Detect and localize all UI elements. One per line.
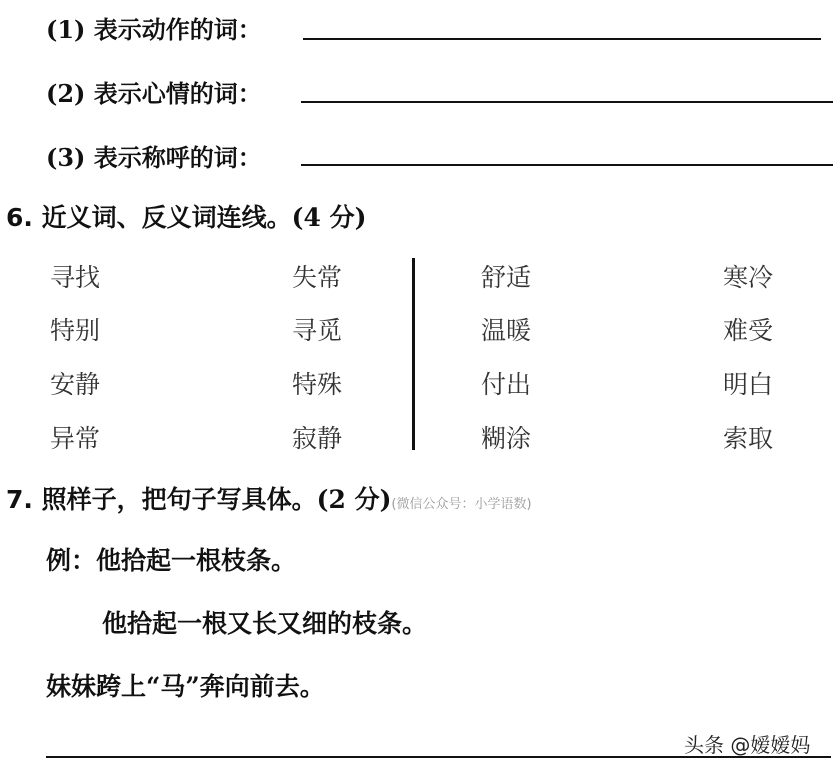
question-7-title: 照样子，把句子写具体。 — [41, 485, 317, 514]
word-left-col1-1[interactable]: 寻找 — [50, 263, 101, 292]
word-right-col1-4[interactable]: 糊涂 — [481, 424, 532, 453]
word-left-col1-4[interactable]: 异常 — [50, 424, 101, 453]
question-6-number: 6 — [6, 203, 24, 232]
word-right-col2-3[interactable]: 明白 — [723, 370, 774, 399]
word-right-col2-2[interactable]: 难受 — [723, 316, 774, 345]
question-6-score: (4 分) — [291, 203, 367, 232]
example-expanded: 他拾起一根又长又细的枝条。 — [102, 609, 428, 638]
subquestion-2-text: 表示心情的词： — [93, 79, 262, 108]
subquestion-1-number: (1) — [46, 15, 86, 44]
question-7-dot: . — [23, 485, 33, 514]
word-left-col1-2[interactable]: 特别 — [50, 316, 101, 345]
task-sentence: 妹妹跨上“马”奔向前去。 — [46, 672, 325, 701]
attribution-stamp: 头条 @嫒嫒妈 — [684, 733, 811, 757]
question-6-dot: . — [23, 203, 33, 232]
question-7-score: (2 分) — [316, 485, 392, 514]
answer-line-1[interactable] — [303, 38, 821, 40]
subquestion-3-number: (3) — [46, 143, 86, 172]
word-right-col1-2[interactable]: 温暖 — [481, 316, 532, 345]
example-sentence: 他拾起一根枝条。 — [96, 546, 297, 575]
question-6-heading — [6, 198, 366, 234]
word-left-col2-1[interactable]: 失常 — [292, 263, 343, 292]
word-right-col2-4[interactable]: 索取 — [723, 424, 774, 453]
example-label: 例： — [46, 546, 97, 575]
column-divider — [412, 258, 415, 450]
watermark-text: (微信公众号：小学语数) — [391, 497, 532, 512]
subquestion-2 — [46, 74, 262, 109]
answer-line-2[interactable] — [301, 101, 833, 103]
word-left-col2-2[interactable]: 寻觅 — [292, 316, 343, 345]
question-7-number: 7 — [6, 485, 24, 514]
word-right-col2-1[interactable]: 寒冷 — [723, 263, 774, 292]
example-line — [46, 541, 296, 577]
word-left-col2-3[interactable]: 特殊 — [292, 370, 343, 399]
subquestion-2-number: (2) — [46, 79, 86, 108]
subquestion-3 — [46, 138, 262, 173]
word-right-col1-3[interactable]: 付出 — [481, 370, 532, 399]
word-left-col1-3[interactable]: 安静 — [50, 370, 101, 399]
subquestion-1-text: 表示动作的词： — [93, 15, 262, 44]
question-7-heading — [6, 480, 532, 516]
word-right-col1-1[interactable]: 舒适 — [481, 263, 532, 292]
word-left-col2-4[interactable]: 寂静 — [292, 424, 343, 453]
subquestion-3-text: 表示称呼的词： — [93, 143, 262, 172]
answer-line-3[interactable] — [301, 164, 833, 166]
subquestion-1 — [46, 10, 262, 45]
question-6-title: 近义词、反义词连线。 — [41, 203, 292, 232]
